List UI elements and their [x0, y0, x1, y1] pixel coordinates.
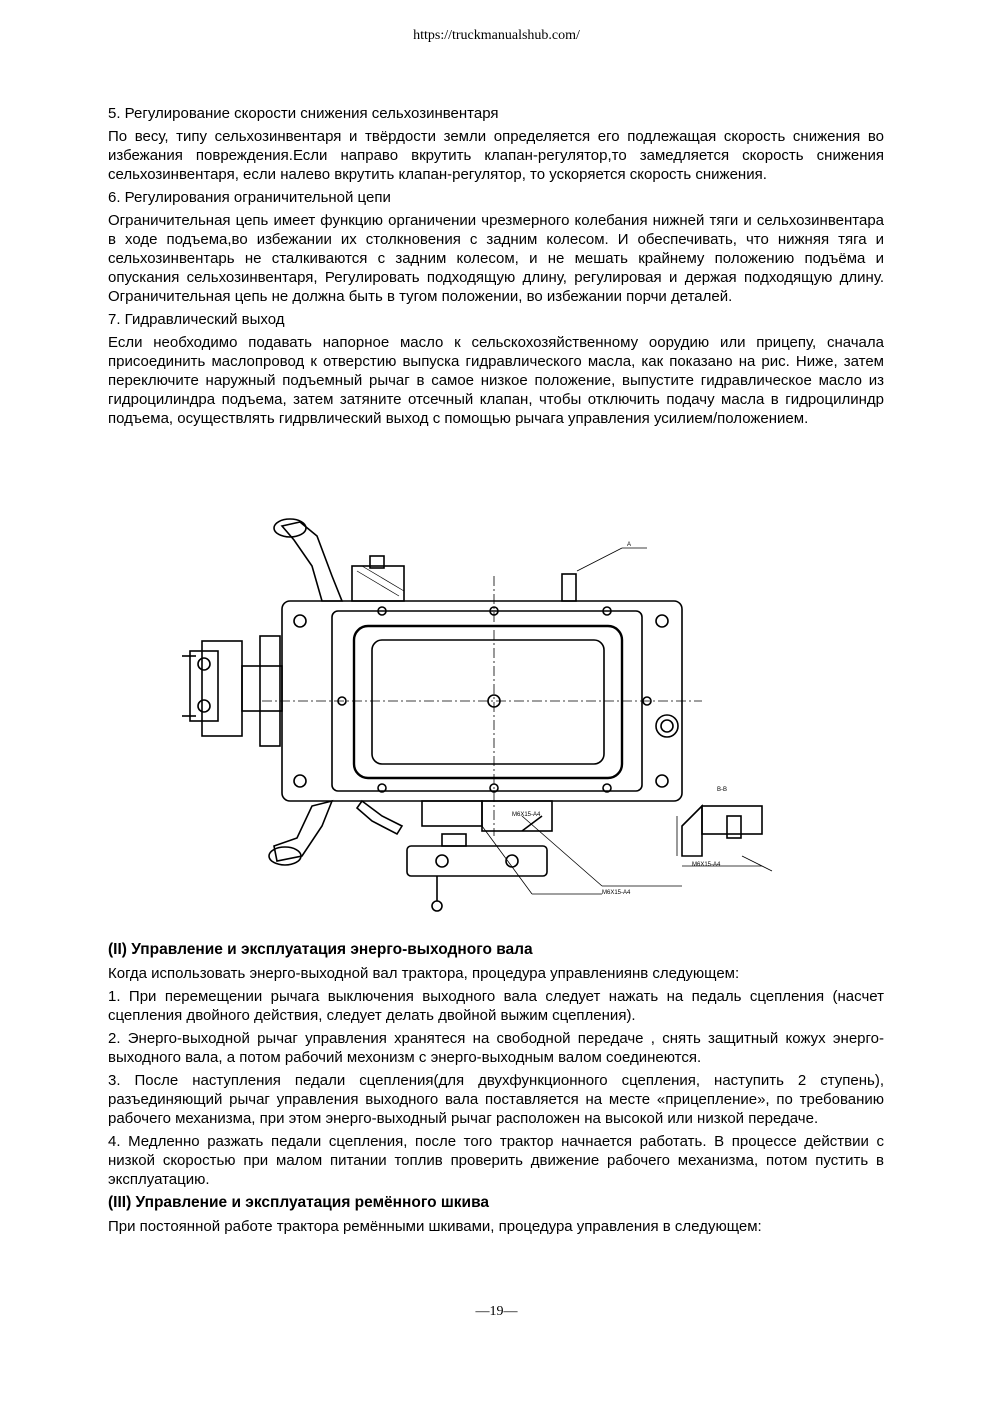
section-ii-intro: Когда использовать энерго-выходной вал трактора, процедура управлениянв следующем: — [108, 965, 740, 982]
thread-label-2: M6X15-A4 — [692, 862, 721, 868]
section-ii-item-4: 4. Медленно разжать педали сцепления, после того трактор начнается работать. В процессе действии с низкой скоростью при малом питании топлив проверить движение рабочего механизма, потом пустить в эксплуатацию. — [108, 1133, 884, 1188]
section-5-text: По весу, типу сельхозинвентаря и твёрдости земли определяется его подлежащая скорость снижения во избежания повреждения.Если направо вкрутить клапан-регулятор,то замедляется скорость снижения сельхозинвентаря, если налево вкрутить клапан-регулятор, то ускоряется скорость снижения. — [108, 128, 884, 183]
page-header-url: https://truckmanualshub.com/ — [413, 28, 580, 43]
bottom-text-block — [108, 940, 884, 1240]
section-5-heading: 5. Регулирование скорости снижения сельхозинвентаря — [108, 105, 499, 122]
section-6-heading: 6. Регулирования ограничительной цепи — [108, 189, 391, 206]
detail-label: В-В — [717, 787, 728, 793]
part-label: A — [627, 542, 632, 548]
section-iii-intro: При постоянной работе трактора ремёнными шкивами, процедура управления в следующем: — [108, 1218, 762, 1235]
thread-label-3: M6X15-A4 — [602, 890, 631, 896]
section-ii-item-1: 1. При перемещении рычага выключения выходного вала следует нажать на педаль сцепления (насчет сцепления двойного действия, следует делать двойной выжим сцепления). — [108, 988, 884, 1024]
technical-drawing-icon — [182, 516, 782, 920]
section-7-text: Если необходимо подавать напорное масло к сельскохозяйственному оорудию или прицепу, сначала присоединить маслопровод к отверстию выпуска гидравлического масла, как показано на рис. Ниже, затем переключите наружный подъемный рычаг в самое низкое положение, выпустите гидравлическое масло из гидроцилиндра подъема, затем затяните отсечный клапан, чтобы отключить подачу масла в гидроцилиндр подъема, осуществлять гидрвлический выход с помощью рычага управления усилием/положением. — [108, 334, 884, 427]
hydraulic-lift-drawing — [182, 516, 782, 920]
page-number: —19— — [475, 1304, 518, 1319]
section-ii-item-2: 2. Энерго-выходной рычаг управления хранятеся на свободной передаче , снять защитный кожух энерго-выходного вала, а потом рабочий мехонизм с энерго-выходным валом соединеются. — [108, 1030, 884, 1066]
thread-label-1: M6X15-A4 — [512, 812, 541, 818]
section-ii-heading: (II) Управление и эксплуатация энерго-выходного вала — [108, 941, 533, 958]
section-ii-item-3: 3. После наступления педали сцепления(для двухфункционного сцепления, наступить 2 ступень), разъединяющий рычаг управления выходного вала поставляется на месте «прицепление», по требованию рабочего механизма, при этом энерго-выходный рычаг расположен на высокой или низкой передаче. — [108, 1072, 884, 1127]
section-6-text: Ограничительная цепь имеет функцию органичении чрезмерного колебания нижней тяги и сельхозинвентара в ходе подъема,во избежании их столкновения с задним колесом. И обеспечивать, что нижняя тяга и сельхозинвентарь не сталкиваются с задним колесом, и не мешать крайнему положению подъёма и опускания сельхозинвентаря, Регулировать подходящую длину, регулировая и держая подходящую длину. Ограничительная цепь не должна быть в тугом положении, во избежании порчи деталей. — [108, 212, 884, 305]
section-7-heading: 7. Гидравлический выход — [108, 311, 285, 328]
section-iii-heading: (III) Управление и эксплуатация ремённого шкива — [108, 1194, 490, 1211]
top-text-block — [108, 104, 884, 432]
